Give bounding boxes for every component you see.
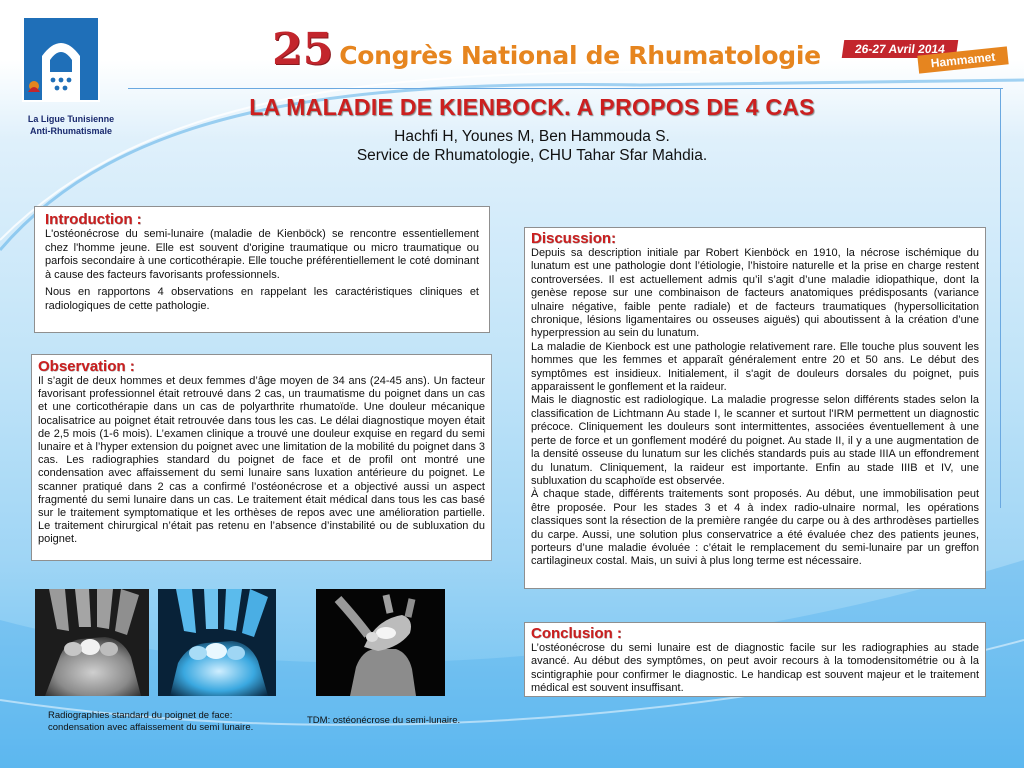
radiographs-caption: Radiographies standard du poignet de face: condensation avec affaissement du semi lunaire. <box>48 710 254 733</box>
introduction-paragraph-2: Nous en rapportons 4 observations en rappelant les caractéristiques cliniques et radiologiques de cette pathologie. <box>45 286 479 312</box>
introduction-paragraph-1: L'ostéonécrose du semi-lunaire (maladie de Kienböck) se rencontre essentiellement chez l'homme jeune. Elle est souvent d'origine traumatique ou micro traumatique ou parfois secondaire à une corticothérapie. Elle touche préférentiellement le coté dominant à cause des facteurs favorisants professionnels. <box>45 228 479 281</box>
observation-text: Il s’agit de deux hommes et deux femmes d’âge moyen de 34 ans (24-45 ans). Un facteur favorisant professionnel était retrouvé dans 2 cas, un traumatisme du poignet dans un cas et une corticothérapie dans un cas de polyarthrite rhumatoïde. Une douleur mécanique localisatrice au poignet était retrouvée dans tous les cas. Le délai diagnostique moyen était de 2,5 mois (1-6 mois). L’examen clinique a trouvé une douleur exquise en regard du semi lunaire et à l’hyper extension du poignet avec une limitation de la mobilité du poignet dans 3 cas. Les radiographies standard du poignet de face et de profil ont montré une condensation avec affaissement du semi lunaire sans luxation antérieure du poignet. Le scanner pratiqué dans 2 cas a confirmé l’ostéonécrose et a objectivé aussi un aspect fragmenté du semi lunaire dans un cas. Le traitement était médical dans tous les cas basé sur le traitement symptomatique et les orthèses de repos avec une amélioration partielle. Le traitement chirurgical n’était pas retenu en l’absence d’instabilité ou de subluxation du poignet. <box>38 375 486 546</box>
congress-number: 25 <box>272 24 334 75</box>
wrist-ct-scan-image <box>316 589 445 696</box>
poster-authors: Hachfi H, Younes M, Ben Hammouda S. <box>394 128 670 145</box>
poster-affiliation: Service de Rhumatologie, CHU Tahar Sfar Mahdia. <box>356 147 708 164</box>
introduction-heading: Introduction : <box>45 211 142 228</box>
wrist-radiograph-image-2 <box>158 589 276 696</box>
organization-name-line1: La Ligue Tunisienne <box>27 114 115 124</box>
poster-title: LA MALADIE DE KIENBOCK. A PROPOS DE 4 CAS <box>249 94 815 120</box>
congress-dates-badge: 26-27 Avril 2014 <box>842 40 959 58</box>
introduction-section <box>34 206 490 333</box>
congress-name: Congrès National de Rhumatologie <box>339 41 821 70</box>
wrist-radiograph-image-1 <box>35 589 149 696</box>
discussion-paragraph-2: La maladie de Kienbock est une pathologie relativement rare. Elle touche plus souvent les hommes que les femmes et apparaît généralement entre 20 et 50 ans. Le début des symptômes est insidieux. Initialement, il s'agit de douleurs dorsales du poignet, puis apparaissent le gonflement et la raideur. <box>531 340 979 394</box>
discussion-heading: Discussion: <box>531 230 617 247</box>
discussion-paragraph-3: Mais le diagnostic est radiologique. La maladie progresse selon différents stades selon la classification de Lichtmann Au stade I, le scanner et surtout l'IRM permettent un diagnostic précoce. Cliniquement les douleurs sont intermittentes, associées éventuellement à une perte de force et un gonflement modéré du poignet. Au stade II, il y a une augmentation de la densité osseuse du lunatum sur les clichés standards puis au stade IIIA un effondrement du lunatum. Cliniquement, la raideur est importante. Enfin au stade IIIB et IV, une subluxation du scaphoïde est observée. <box>531 394 979 487</box>
discussion-section <box>524 227 986 589</box>
congress-title <box>272 24 821 75</box>
conclusion-text: L’ostéonécrose du semi lunaire est de diagnostic facile sur les radiographies au stade avancé. Au début des symptômes, on peut avoir recours à la tomodensitométrie ou à la scintigraphie pour confirmer le diagnostic. Le handicap est souvent majeur et le traitement médical est souvent insuffisant. <box>531 642 979 695</box>
conclusion-section <box>524 622 986 697</box>
congress-place-badge: Hammamet <box>917 46 1008 73</box>
ltar-logo-icon <box>22 16 100 102</box>
frame-line-top <box>128 88 1003 89</box>
ct-caption: TDM: ostéonécrose du semi-lunaire. <box>307 715 461 726</box>
discussion-paragraph-1: Depuis sa description initiale par Robert Kienböck en 1910, la nécrose ischémique du lunatum est une pathologie dont l’étiologie, l’histoire naturelle et la prise en charge restent controversées. Il est actuellement admis qu’il s’agit d’une maladie idiopathique, dont la genèse repose sur une combinaison de facteurs anatomiques prédisposants (variance ulnaire négative, faible pente radiale) et de facteurs traumatiques (hypersollicitation chronique, lésions ligamentaires ou osseuses aiguës) qui aboutissent à la création d’une hyperpression au sein du lunatum. <box>531 247 979 340</box>
conclusion-heading: Conclusion : <box>531 625 622 642</box>
organization-name-line2: Anti-Rhumatismale <box>29 126 112 136</box>
observation-heading: Observation : <box>38 358 135 375</box>
observation-section <box>31 354 492 561</box>
discussion-paragraph-4: À chaque stade, différents traitements sont proposés. Au début, une immobilisation peut être proposée. Pour les stades 3 et 4 à index radio-ulnaire normal, les opérations classiques sont la résection de la première rangée du carpe ou à des arthrodèses partielles du carpe. Aussi, une solution plus conservatrice a été évaluée chez des patients jeunes, porteurs d’une maladie évoluée : c’était le remplacement du semi-lunaire par un greffon cartilagineux costal. Mais, un suivi à plus long terme est nécessaire. <box>531 488 979 568</box>
